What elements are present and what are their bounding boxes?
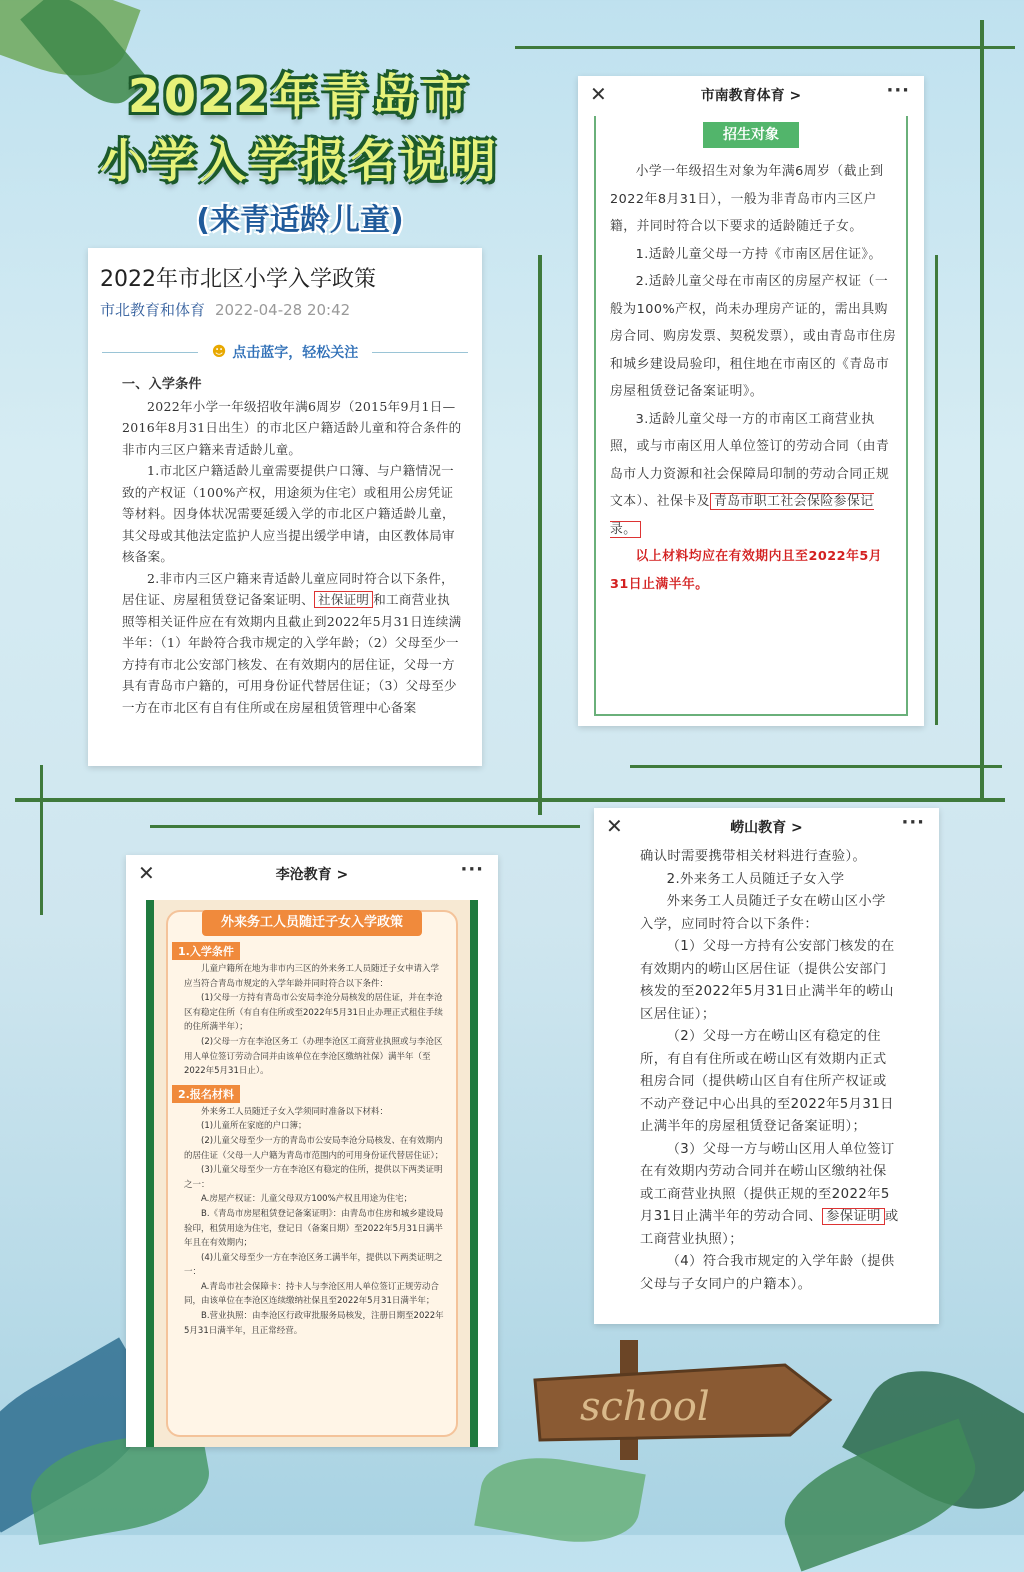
section-body: [168, 962, 456, 1079]
top-bar: [578, 76, 924, 114]
top-bar: [594, 808, 939, 846]
paragraph: 外来务工人员随迁子女在崂山区小学入学，应同时符合以下条件：: [640, 894, 886, 932]
account-title[interactable]: 市南教育体育 >: [700, 88, 802, 104]
section-label: 2.报名材料: [172, 1085, 240, 1103]
paragraph: 儿童户籍所在地为非市内三区的外来务工人员随迁子女申请入学应当符合青岛市规定的入学年龄并同时符合以下条件：: [184, 964, 440, 989]
paragraph: [640, 1139, 899, 1252]
paragraph-text: 或工商营业执照）；: [640, 1209, 899, 1247]
paragraph: (1)父母一方持有青岛市公安局李沧分局核发的居住证，并在李沧区有稳定住所（有自有住所或至2022年5月31日止办理正式租住手续的住所满半年）；: [184, 993, 443, 1033]
paragraph: 确认时需要携带相关材料进行查验）。: [640, 849, 867, 864]
frame-line-v1: [980, 20, 984, 800]
close-icon[interactable]: ✕: [606, 814, 623, 838]
frame-line-h2: [15, 798, 1005, 802]
school-sign: [525, 1340, 845, 1460]
paragraph: A.青岛市社会保障卡：持卡人与李沧区用人单位签订正规劳动合同，由该单位在李沧区连续缴纳社保且至2022年5月31日满半年；: [184, 1281, 439, 1307]
article-title: 2022年市北区小学入学政策: [100, 267, 376, 292]
paragraph-text: 3.适龄儿童父母一方的市南区工商营业执照，或与市南区用人单位签订的劳动合同（由青岛市人力资源和社会保障局印制的劳动合同正规文本）、社保卡及: [610, 411, 890, 509]
paragraph: （2）父母一方在崂山区有稳定的住所，有自有住所或在崂山区有效期内正式租房合同（提供崂山区自有住所产权证或不动产登记中心出具的至2022年5月31日止满半年的房屋租赁登记备案证明）；: [640, 1029, 894, 1134]
paragraph: (1)儿童所在家庭的户口簿；: [201, 1121, 307, 1132]
close-icon[interactable]: ✕: [590, 82, 607, 106]
account-link[interactable]: 市北教育和体育: [100, 301, 206, 319]
paragraph: (2)父母一方在李沧区务工（办理李沧区工商营业执照或与李沧区用人单位签订劳动合同并由该单位在李沧区缴纳社保）满半年（至2022年5月31日止）。: [184, 1036, 443, 1077]
divider: [372, 352, 468, 353]
highlight-box: 社保证明: [314, 591, 373, 608]
highlight-box: 青岛市职工社会保险参保记录。: [610, 494, 874, 537]
content-frame: [594, 116, 908, 716]
policy-paper: [166, 910, 458, 1437]
article-body: [88, 374, 482, 718]
paragraph: （1）父母一方持有公安部门核发的在有效期内的崂山区居住证（提供公安部门核发的至2022年5月31日止满半年的崂山区居住证）；: [640, 939, 895, 1022]
account-title[interactable]: 李沧教育 >: [275, 867, 349, 883]
card-shinan: [578, 76, 924, 726]
paragraph: 2.适龄儿童父母在市南区的房屋产权证（一般为100%产权，尚未办理房产证的，需出具购房合同、购房发票、契税发票），或由青岛市住房和城乡建设局验印，租住地在市南区的《青岛市房屋租赁登记备案证明》。: [610, 274, 897, 399]
leaf-bottom-mid: [474, 1447, 645, 1554]
content-frame: [146, 900, 478, 1447]
close-icon[interactable]: ✕: [138, 861, 155, 885]
paragraph-text: 和工商营业执照等相关证件应在有效期内且截止到2022年5月31日连续满半年：（1）年龄符合我市规定的入学年龄；（2）父母至少一方持有市北公安部门核发、在有效期内的居住证，父母一方具有青岛市户籍的，可用身份证代替居住证；（3）父母至少一方在市北区有自有住所或在房屋租赁管理中心备案: [122, 592, 462, 715]
main-title-line1: 2022年青岛市: [127, 69, 473, 123]
publish-date: 2022-04-28 20:42: [215, 301, 351, 319]
emoji-icon: ☻: [211, 344, 227, 360]
divider: [102, 352, 198, 353]
card-laoshan: [594, 808, 939, 1324]
frame-line-h1: [515, 46, 1015, 49]
follow-banner[interactable]: [88, 342, 482, 362]
section-body: [168, 1105, 456, 1339]
paragraph: 2022年小学一年级招收年满6周岁（2015年9月1日—2016年8月31日出生）的市北区户籍适龄儿童和符合条件的非市内三区户籍来青适龄儿童。: [122, 398, 462, 457]
frame-line-v3: [40, 765, 43, 915]
top-bar: [126, 855, 498, 893]
paragraph: A.房屋产权证：儿童父母双方100%产权且用途为住宅；: [201, 1194, 413, 1205]
note-text: 以上材料均应在有效期内且至2022年5月31日止满半年。: [610, 549, 883, 592]
article-body: [594, 846, 939, 1296]
article-meta: [100, 299, 470, 320]
card-licang: [126, 855, 498, 1447]
highlight-box: 参保证明: [822, 1208, 885, 1225]
card-shibei: [88, 248, 482, 766]
paragraph: 外来务工人员随迁子女入学须同时准备以下材料：: [201, 1106, 389, 1117]
paragraph-text: （3）父母一方与崂山区用人单位签订在有效期内劳动合同并在崂山区缴纳社保或工商营业执照（提供正规的至2022年5月31日止满半年的劳动合同、: [640, 1141, 895, 1224]
paragraph: B.营业执照：由李沧区行政审批服务局核发，注册日期至2022年5月31日满半年，且正常经营。: [184, 1311, 444, 1336]
sign-text: school: [580, 1384, 710, 1430]
paragraph: 2.外来务工人员随迁子女入学: [666, 871, 845, 887]
frame-line-h3: [150, 825, 580, 828]
paragraph: (2)儿童父母至少一方的青岛市公安局李沧分局核发、在有效期内的居住证（父母一人户籍为青岛市范围内的可用身份证代替居住证）；: [184, 1135, 444, 1161]
section-heading: 一、入学条件: [122, 377, 202, 392]
paragraph: (3)儿童父母至少一方在李沧区有稳定的住所，提供以下两类证明之一：: [184, 1165, 443, 1190]
more-icon[interactable]: ···: [901, 812, 925, 833]
paragraph: B.《青岛市房屋租赁登记备案证明》：由青岛市住房和城乡建设局验印，租赁用途为住宅，登记日（备案日期）至2022年5月31日满半年且在有效期内；: [184, 1208, 444, 1249]
paragraph: [122, 568, 462, 719]
main-title-line2: 小学入学报名说明: [100, 134, 500, 188]
frame-line-h4: [630, 765, 1002, 768]
more-icon[interactable]: ···: [460, 859, 484, 880]
account-title[interactable]: 崂山教育 >: [730, 820, 803, 836]
policy-banner: 外来务工人员随迁子女入学政策: [202, 910, 422, 936]
paragraph-text: 2.非市内三区户籍来青适龄儿童应同时符合以下条件，居住证、房屋租赁登记备案证明、: [122, 570, 454, 607]
section-label: 1.入学条件: [172, 942, 240, 960]
paragraph: 小学一年级招生对象为年满6周岁（截止到2022年8月31日），一般为非青岛市内三区户籍，并同时符合以下要求的适龄随迁子女。: [610, 164, 884, 234]
frame-line-v2: [538, 255, 542, 815]
paragraph: 1.市北区户籍适龄儿童需要提供户口簿、与户籍情况一致的产权证（100%产权，用途须为住宅）或租用公房凭证等材料。因身体状况需要延缓入学的市北区户籍适龄儿童，其父母或其他法定监护人应当提出缓学申请，由区教体局审核备案。: [122, 463, 455, 564]
paragraph: 1.适龄儿童父母一方持《市南区居住证》。: [635, 246, 882, 262]
paragraph: (4)儿童父母至少一方在李沧区务工满半年，提供以下两类证明之一：: [184, 1252, 443, 1278]
paragraph: （4）符合我市规定的入学年龄（提供父母与子女同户的户籍本）。: [640, 1254, 895, 1292]
more-icon[interactable]: ···: [886, 80, 910, 101]
follow-text: 点击蓝字，轻松关注: [232, 345, 359, 361]
subtitle: (来青适龄儿童): [196, 203, 404, 238]
section-tag: 招生对象: [703, 122, 799, 148]
frame-line-v4: [935, 255, 938, 725]
